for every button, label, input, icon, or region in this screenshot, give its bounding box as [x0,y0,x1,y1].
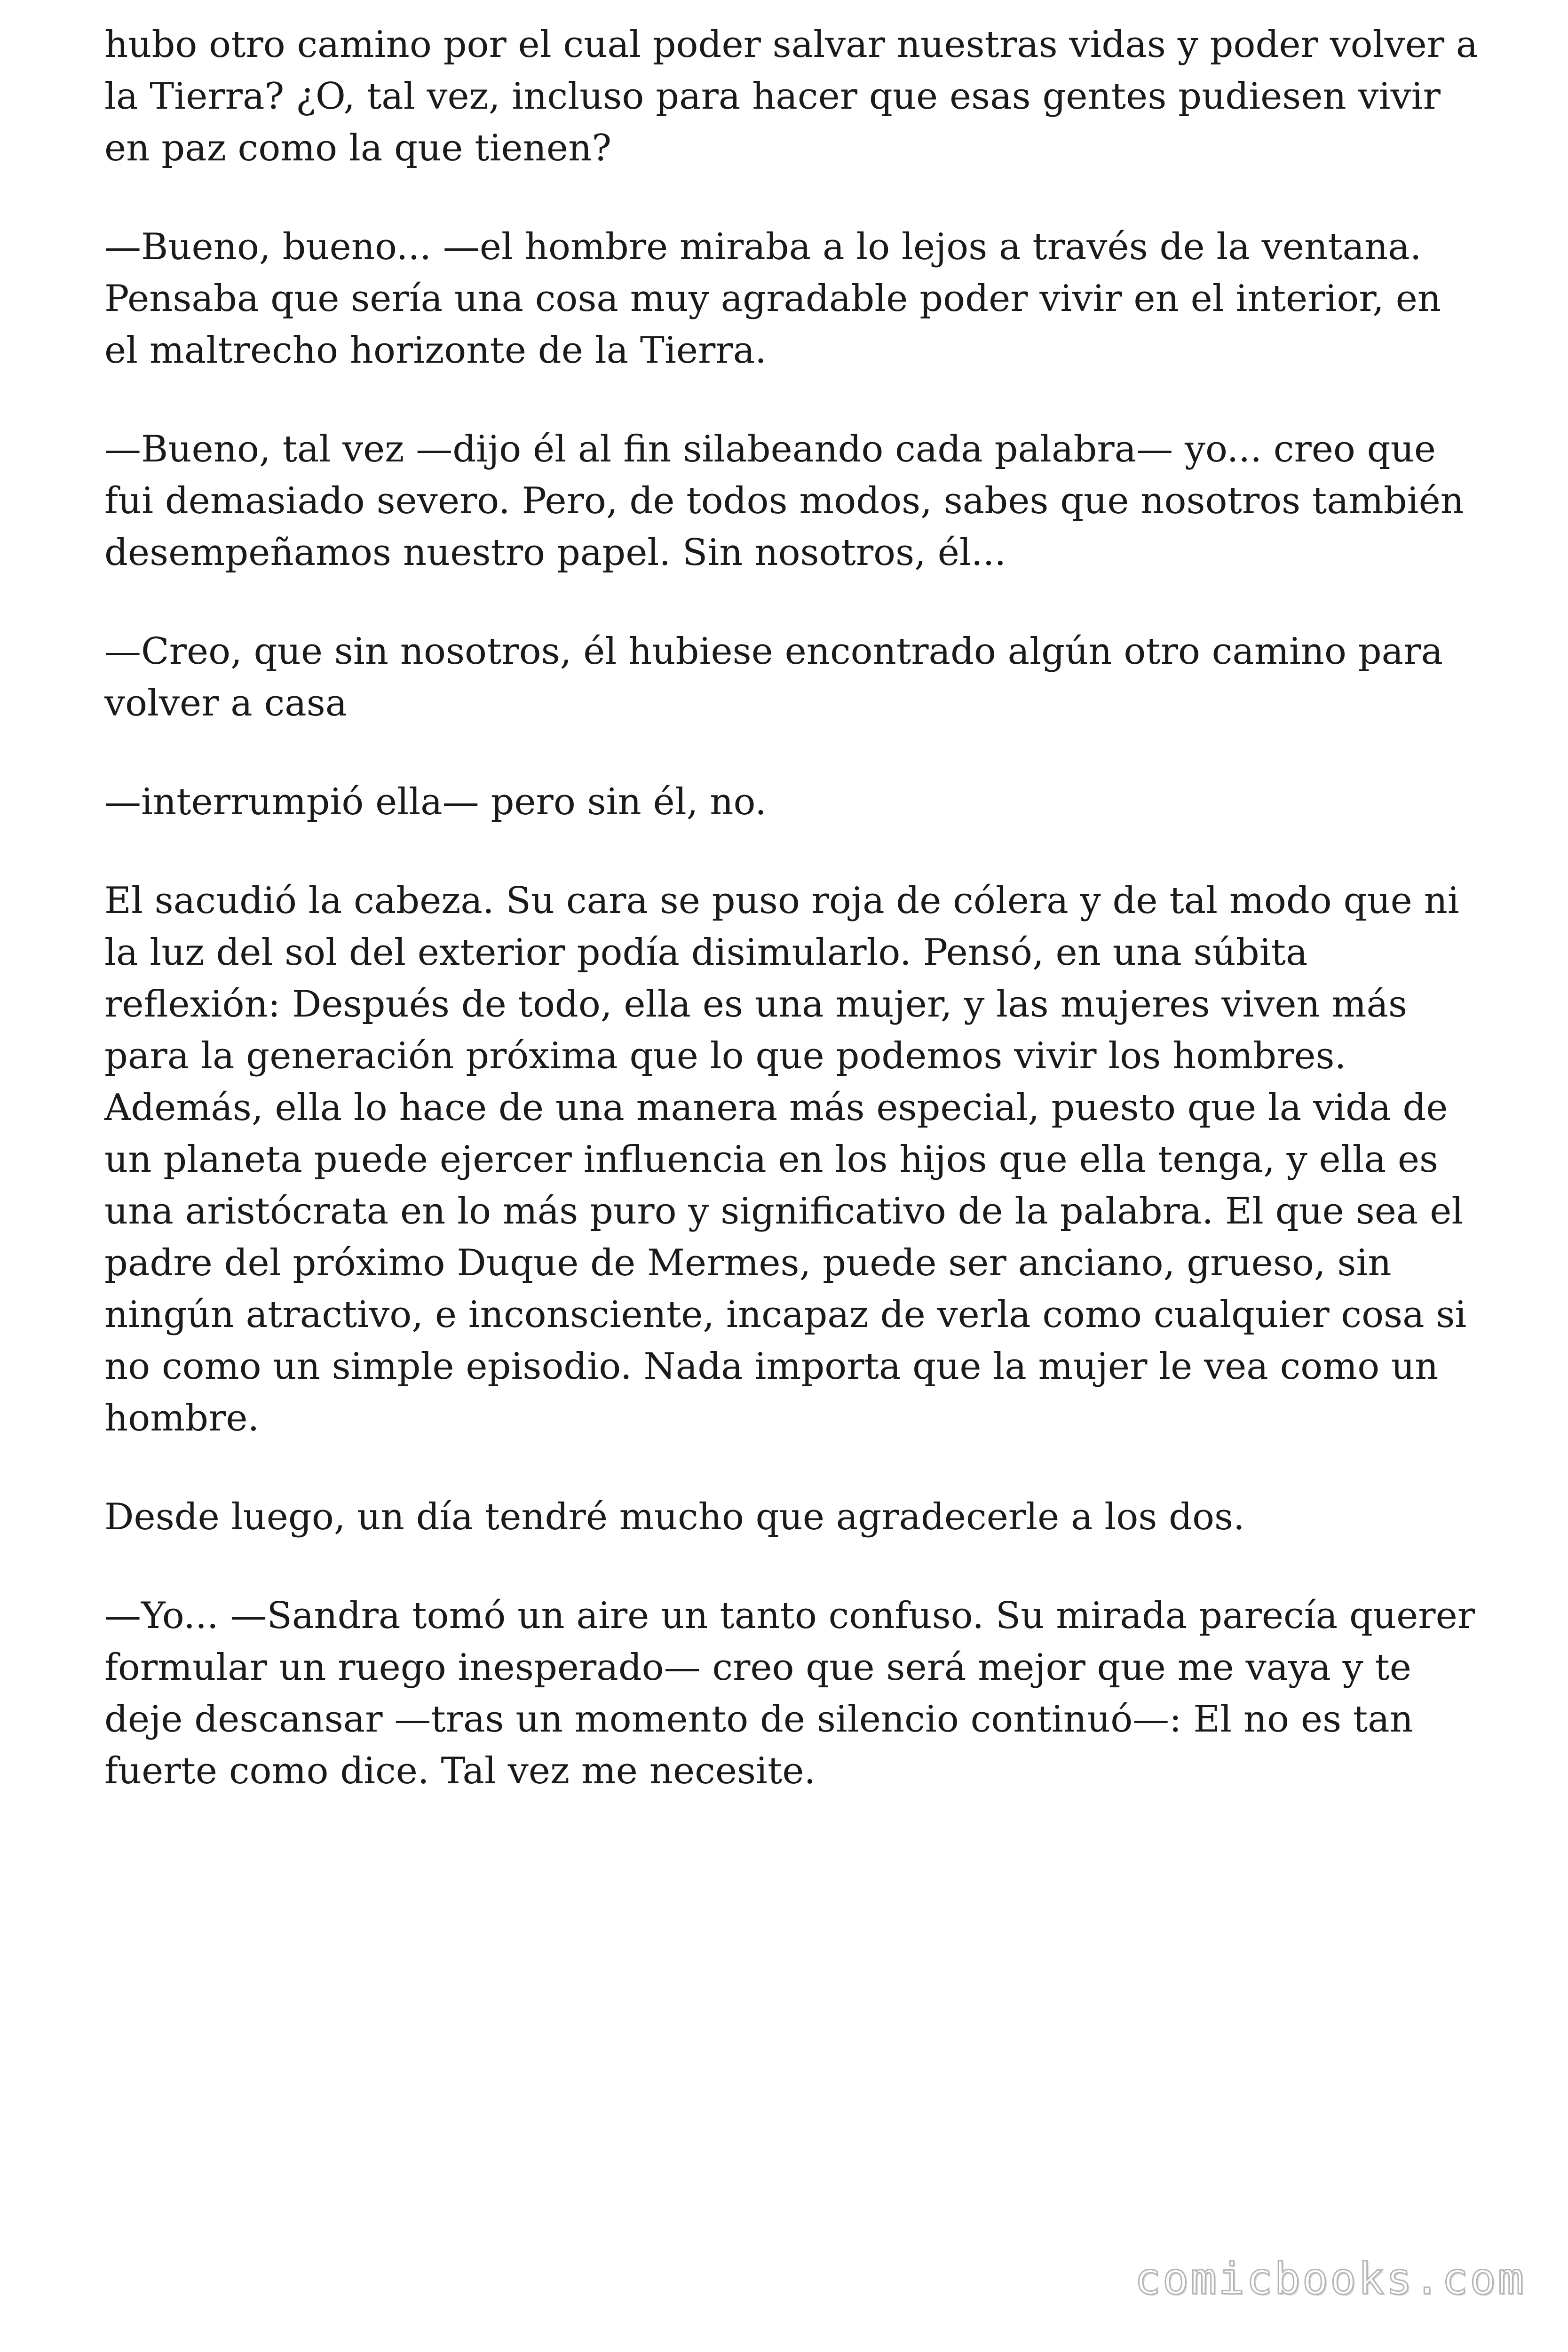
body-text [104,19,1482,1844]
paragraph-7: Desde luego, un día tendré mucho que agradecerle a los dos. [104,1496,1245,1538]
paragraph-4: —Creo, que sin nosotros, él hubiese encontrado algún otro camino para volver a casa [104,630,1443,724]
paragraph-2: —Bueno, bueno... —el hombre miraba a lo lejos a través de la ventana. Pensaba que sería una cosa muy agradable poder vivir en el interior, en el maltrecho horizonte de la Tierra. [104,226,1441,372]
paragraph-1: hubo otro camino por el cual poder salvar nuestras vidas y poder volver a la Tierra? ¿O, tal vez, incluso para hacer que esas gentes pudiesen vivir en paz como la que tienen? [104,24,1478,169]
paragraph-5: —interrumpió ella— pero sin él, no. [104,781,767,823]
watermark-text: comicbooks.com [1134,2254,1526,2304]
paragraph-8: —Yo... —Sandra tomó un aire un tanto confuso. Su mirada parecía querer formular un ruego inesperado— creo que será mejor que me vaya y te deje descansar —tras un momento de silencio continuó—: El no es tan fuerte como dice. Tal vez me necesite. [104,1595,1475,1792]
paragraph-3: —Bueno, tal vez —dijo él al fin silabeando cada palabra— yo... creo que fui demasiado severo. Pero, de todos modos, sabes que nosotros también desempeñamos nuestro papel. Sin nosotros, él... [104,428,1464,574]
paragraph-6: El sacudió la cabeza. Su cara se puso roja de cólera y de tal modo que ni la luz del sol del exterior podía disimularlo. Pensó, en una súbita reflexión: Después de todo, ella es una mujer, y las mujeres viven más para la generación próxima que lo que podemos vivir los hombres. Además, ella lo hace de una manera más especial, puesto que la vida de un planeta puede ejercer influencia en los hijos que ella tenga, y ella es una aristócrata en lo más puro y significativo de la palabra. El que sea el padre del próximo Duque de Mermes, puede ser anciano, grueso, sin ningún atractivo, e inconsciente, incapaz de verla como cualquier cosa si no como un simple episodio. Nada importa que la mujer le vea como un hombre. [104,880,1467,1439]
